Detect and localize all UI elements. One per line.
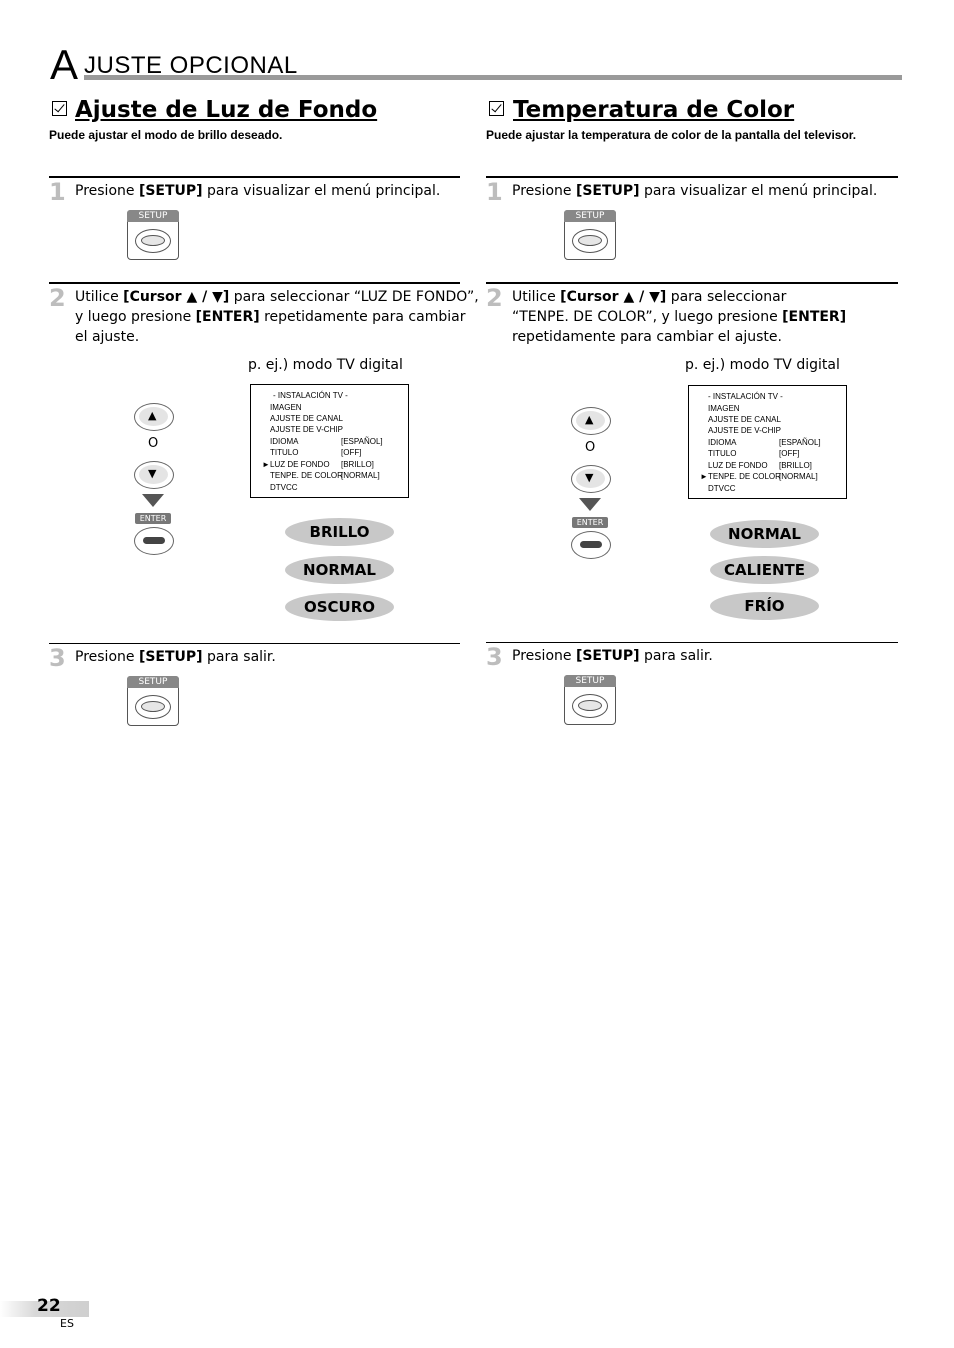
down-arrow-icon: ▼ (148, 467, 157, 480)
up-arrow-icon: ▲ (148, 409, 157, 422)
menu-item-selected: LUZ DE FONDO (270, 460, 330, 469)
setup-button (127, 676, 179, 726)
menu-item: DTVCC (270, 483, 298, 492)
step2-rule (49, 282, 460, 284)
section-subtitle-backlight: Puede ajustar el modo de brillo deseado. (49, 128, 283, 142)
step1-number: 1 (49, 178, 66, 206)
section-title-color-temp: Temperatura de Color (513, 97, 795, 123)
page-number: 22 (37, 1296, 61, 1316)
menu-screen (250, 384, 409, 498)
down-arrow-icon: ▼ (585, 471, 594, 484)
flow-arrow-icon (142, 494, 164, 507)
menu-cursor-icon: ► (262, 460, 270, 469)
menu-value: [NORMAL] (779, 472, 818, 481)
page-heading-rest: JUSTE OPCIONAL (84, 52, 298, 79)
setup-button (564, 210, 616, 260)
menu-item: AJUSTE DE V-CHIP (708, 426, 781, 435)
menu-value: [BRILLO] (779, 461, 812, 470)
option-pill: CALIENTE (710, 556, 819, 584)
menu-item: IDIOMA (270, 437, 299, 446)
menu-item: TITULO (708, 449, 737, 458)
step1-rule (49, 176, 460, 178)
menu-value: [OFF] (779, 449, 800, 458)
step1-number: 1 (486, 178, 503, 206)
step3-number: 3 (49, 644, 66, 672)
menu-cursor-icon: ► (700, 472, 708, 481)
option-pill: NORMAL (710, 520, 819, 548)
section-title-backlight: Ajuste de Luz de Fondo (75, 97, 378, 123)
menu-item: TITULO (270, 448, 299, 457)
menu-item: AJUSTE DE CANAL (708, 415, 781, 424)
option-pill: FRÍO (710, 592, 819, 620)
enter-label: ENTER (572, 517, 608, 528)
setup-label: SETUP (127, 210, 179, 222)
menu-item: IMAGEN (270, 403, 302, 412)
menu-item: DTVCC (708, 484, 736, 493)
enter-button (571, 531, 611, 559)
option-pill: NORMAL (285, 556, 394, 584)
page-language: ES (60, 1317, 74, 1330)
checkbox-icon (489, 101, 504, 116)
menu-item: AJUSTE DE CANAL (270, 414, 343, 423)
cursor-down-button (571, 465, 611, 493)
step3-rule (486, 642, 898, 643)
enter-button (134, 527, 174, 555)
menu-value: [ESPAÑOL] (779, 438, 821, 447)
step2-number: 2 (49, 284, 66, 312)
step3-number: 3 (486, 643, 503, 671)
setup-label: SETUP (127, 676, 179, 688)
option-pill: BRILLO (285, 518, 394, 546)
menu-item: AJUSTE DE V-CHIP (270, 425, 343, 434)
step3-rule (49, 643, 460, 644)
setup-label: SETUP (564, 210, 616, 222)
menu-header: - INSTALACIÓN TV - (273, 391, 348, 400)
section-subtitle-color-temp: Puede ajustar la temperatura de color de la pantalla del televisor. (486, 128, 857, 142)
step3-text: Presione [SETUP] para salir. (512, 648, 713, 664)
setup-button (564, 675, 616, 725)
menu-value: [BRILLO] (341, 460, 374, 469)
step2-text: Utilice [Cursor ▲ / ▼] para seleccionar “LUZ DE FONDO”, y luego presione [ENTER] repetidamente para cambiar el ajuste. (75, 289, 479, 345)
flow-arrow-icon (579, 498, 601, 511)
step1-rule (486, 176, 898, 178)
menu-item: IMAGEN (708, 404, 740, 413)
menu-item-selected: TENPE. DE COLOR (708, 472, 781, 481)
menu-item: LUZ DE FONDO (708, 461, 768, 470)
option-pill: OSCURO (285, 593, 394, 621)
cursor-up-button (571, 407, 611, 435)
menu-value: [NORMAL] (341, 471, 380, 480)
step2-number: 2 (486, 284, 503, 312)
step2-rule (486, 282, 898, 284)
setup-button (127, 210, 179, 260)
step1-text: Presione [SETUP] para visualizar el menú principal. (75, 183, 441, 199)
or-label: O (148, 436, 159, 451)
example-label: p. ej.) modo TV digital (248, 357, 403, 373)
or-label: O (585, 440, 596, 455)
page-heading-initial: A (50, 41, 79, 88)
menu-screen (688, 385, 847, 499)
menu-value: [ESPAÑOL] (341, 437, 383, 446)
checkbox-icon (52, 101, 67, 116)
cursor-down-button (134, 461, 174, 489)
menu-value: [OFF] (341, 448, 362, 457)
step2-text: Utilice [Cursor ▲ / ▼] para seleccionar “TENPE. DE COLOR”, y luego presione [ENTER] repetidamente para cambiar el ajuste. (512, 289, 847, 345)
menu-item: TENPE. DE COLOR (270, 471, 343, 480)
menu-header: - INSTALACIÓN TV - (708, 392, 783, 401)
step1-text: Presione [SETUP] para visualizar el menú principal. (512, 183, 878, 199)
up-arrow-icon: ▲ (585, 413, 594, 426)
example-label: p. ej.) modo TV digital (685, 357, 840, 373)
setup-label: SETUP (564, 675, 616, 687)
menu-item: IDIOMA (708, 438, 737, 447)
step3-text: Presione [SETUP] para salir. (75, 649, 276, 665)
enter-label: ENTER (135, 513, 171, 524)
cursor-up-button (134, 403, 174, 431)
